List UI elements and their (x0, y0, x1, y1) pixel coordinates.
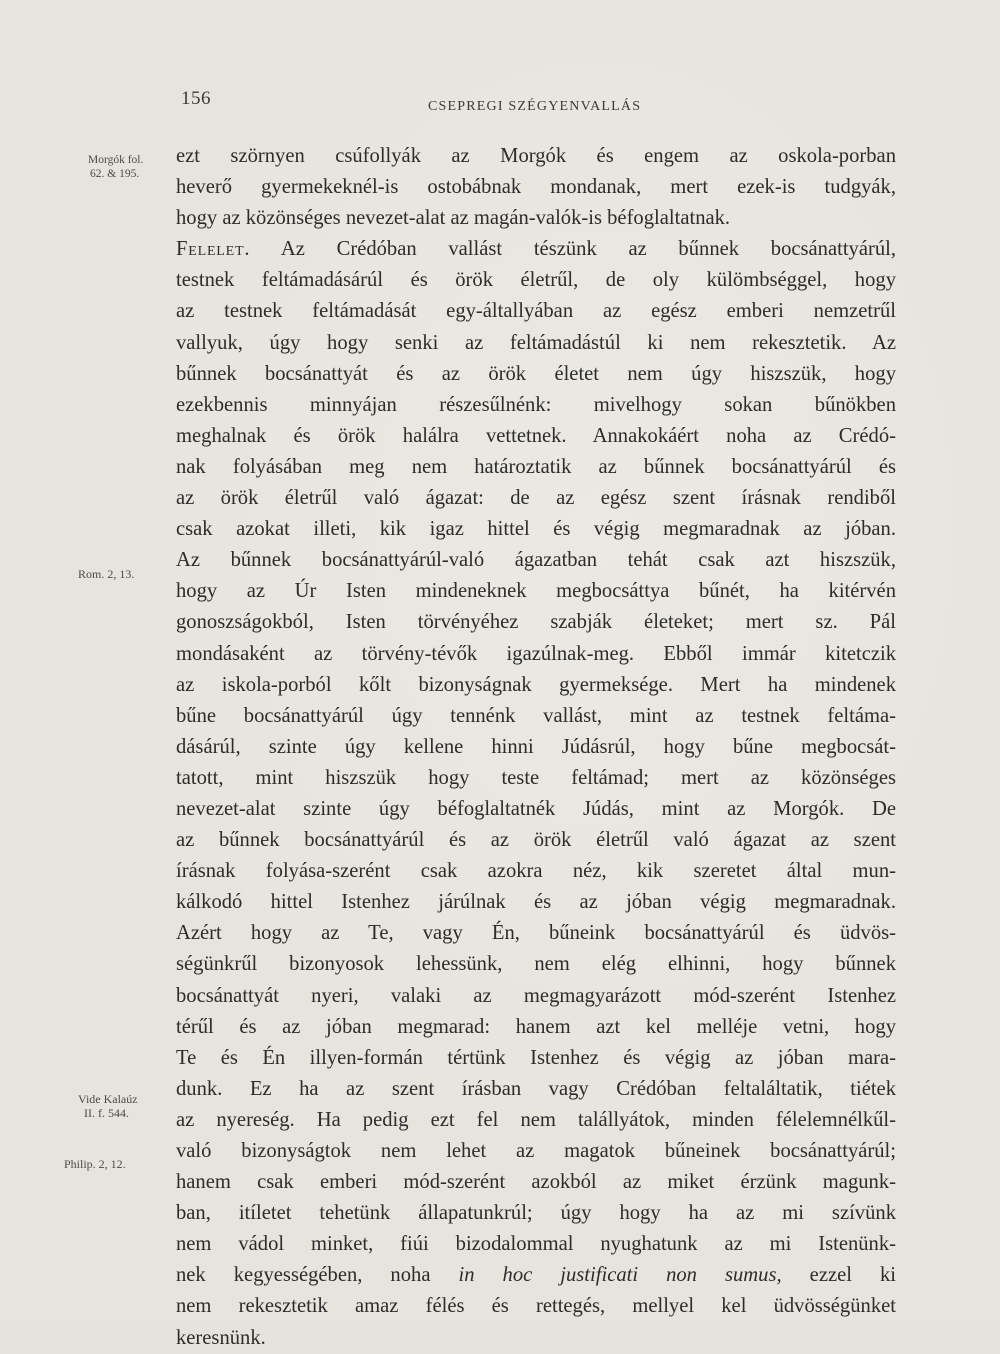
text-line: való bizonyságtok nem lehet az magatok bűneinek bocsánattyárúl; (176, 1140, 896, 1162)
text-line: heverő gyermekeknél-is ostobábnak mondanak, mert ezek-is tudgyák, (176, 176, 896, 199)
text-run: ezzel ki (781, 1264, 896, 1287)
text-line: az bűnnek bocsánattyárúl és az örök életrűl való ágazat az szent (176, 829, 896, 852)
text-run: Az Crédóban vallást tészünk az bűnnek bocsánattyárúl, (250, 238, 896, 261)
text-line: ban, itíletet tehetünk állapatunkrúl; úgy hogy ha az mi szívünk (176, 1202, 896, 1225)
text-line: meghalnak és örök halálra vettetnek. Annakokáért noha az Crédó- (176, 424, 896, 447)
body-text (176, 141, 896, 1354)
text-line: nem vádol minket, fiúi bizodalommal nyughatunk az mi Istenünk- (176, 1233, 896, 1256)
text-line: az nyereség. Ha pedig ezt fel nem talállyátok, minden félelemnélkűl- (176, 1108, 896, 1131)
text-line: bocsánattyát nyeri, valaki az megmagyarázott mód-szerént Istenhez (176, 984, 896, 1007)
text-line: csak azokat illeti, kik igaz hittel és végig megmaradnak az jóban. (176, 518, 896, 541)
page-number: 156 (181, 88, 211, 109)
text-line: ségünkrűl bizonyosok lehessünk, nem elég elhinni, hogy bűnnek (176, 953, 896, 976)
text-line: az iskola-porból kőlt bizonyságnak gyermeksége. Mert ha mindenek (176, 673, 896, 696)
text-line: Az bűnnek bocsánattyárúl-való ágazatban tehát csak azt hiszszük, (176, 549, 896, 572)
text-line: hanem csak emberi mód-szerént azokból az miket érzünk magunk- (176, 1171, 896, 1194)
margin-note-philip (64, 1157, 164, 1171)
margin-note-line: 62. & 195. (90, 168, 140, 180)
text-line: dunk. Ez ha az szent írásban vagy Crédóban feltaláltatik, tiétek (176, 1077, 896, 1100)
text-run: nek kegyességében, noha (176, 1264, 459, 1287)
text-line: hogy az Úr Isten mindeneknek megbocsáttya bűnét, ha kitérvén (176, 580, 896, 603)
text-line: nak folyásában meg nem határoztatik az bűnnek bocsánattyárúl és (176, 455, 896, 478)
text-line (176, 234, 896, 265)
text-line: Azért hogy az Te, vagy Én, bűneink bocsánattyárúl és üdvös- (176, 922, 896, 945)
latin-phrase: in hoc justificati non sumus, (458, 1264, 782, 1287)
running-head: CSEPREGI SZÉGYENVALLÁS (428, 99, 642, 114)
margin-note-line: Rom. 2, 13. (78, 567, 135, 581)
text-line: keresnünk. (176, 1326, 266, 1349)
answer-label: Felelet. (176, 238, 251, 261)
text-line: ezt szörnyen csúfollyák az Morgók és engem az oskola-porban (176, 145, 896, 167)
text-line: az testnek feltámadását egy-általlyában az egész emberi nemzetrűl (176, 300, 896, 323)
text-line: bűnnek bocsánattyát és az örök életet nem úgy hiszszük, hogy (176, 362, 896, 385)
text-line: dásárúl, szinte úgy kellene hinni Júdásrúl, hogy bűne megbocsát- (176, 735, 896, 758)
text-line: gonoszságokból, Isten törvényéhez szabják életeket; mert sz. Pál (176, 611, 896, 634)
text-line (176, 1260, 896, 1291)
text-line: kálkodó hittel Istenhez járúlnak és az jóban végig megmaradnak. (176, 891, 896, 914)
margin-note-morgok (88, 153, 188, 181)
text-line: tatott, mint hiszszük hogy teste feltámad; mert az közönséges (176, 766, 896, 789)
text-line: vallyuk, úgy hogy senki az feltámadástúl ki nem rekesztetik. Az (176, 331, 896, 354)
margin-note-line: Vide Kalaúz (78, 1092, 138, 1106)
text-line: testnek feltámadásárúl és örök életrűl, de oly külömbséggel, hogy (176, 269, 896, 292)
text-line: hogy az közönséges nevezet-alat az magán-valók-is béfoglaltatnak. (176, 207, 731, 230)
text-line: írásnak folyása-szerént csak azokra néz, kik szeretet által mun- (176, 860, 896, 883)
text-line: nevezet-alat szinte úgy béfoglaltatnék Júdás, mint az Morgók. De (176, 797, 896, 820)
text-line: térűl és az jóban megmarad: hanem azt kel melléje vetni, hogy (176, 1015, 896, 1038)
text-line: nem rekesztetik amaz félés és rettegés, mellyel kel üdvösségünket (176, 1295, 896, 1318)
text-line: mondásaként az törvény-tévők igazúlnak-meg. Ebből immár kitetczik (176, 642, 896, 665)
text-line: ezekbennis minnyájan részesűlnénk: mivelhogy sokan bűnökben (176, 393, 896, 416)
text-line: Te és Én illyen-formán tértünk Istenhez és végig az jóban mara- (176, 1046, 896, 1069)
margin-note-line: Philip. 2, 12. (64, 1157, 126, 1171)
margin-note-vide (78, 1092, 178, 1120)
margin-note-line: Morgók fol. (88, 154, 144, 166)
margin-note-rom (78, 567, 178, 581)
margin-note-line: II. f. 544. (84, 1106, 129, 1120)
text-line: az örök életrűl való ágazat: de az egész szent írásnak rendiből (176, 487, 896, 510)
text-line: bűne bocsánattyárúl úgy tennénk vallást, mint az testnek feltáma- (176, 704, 896, 727)
